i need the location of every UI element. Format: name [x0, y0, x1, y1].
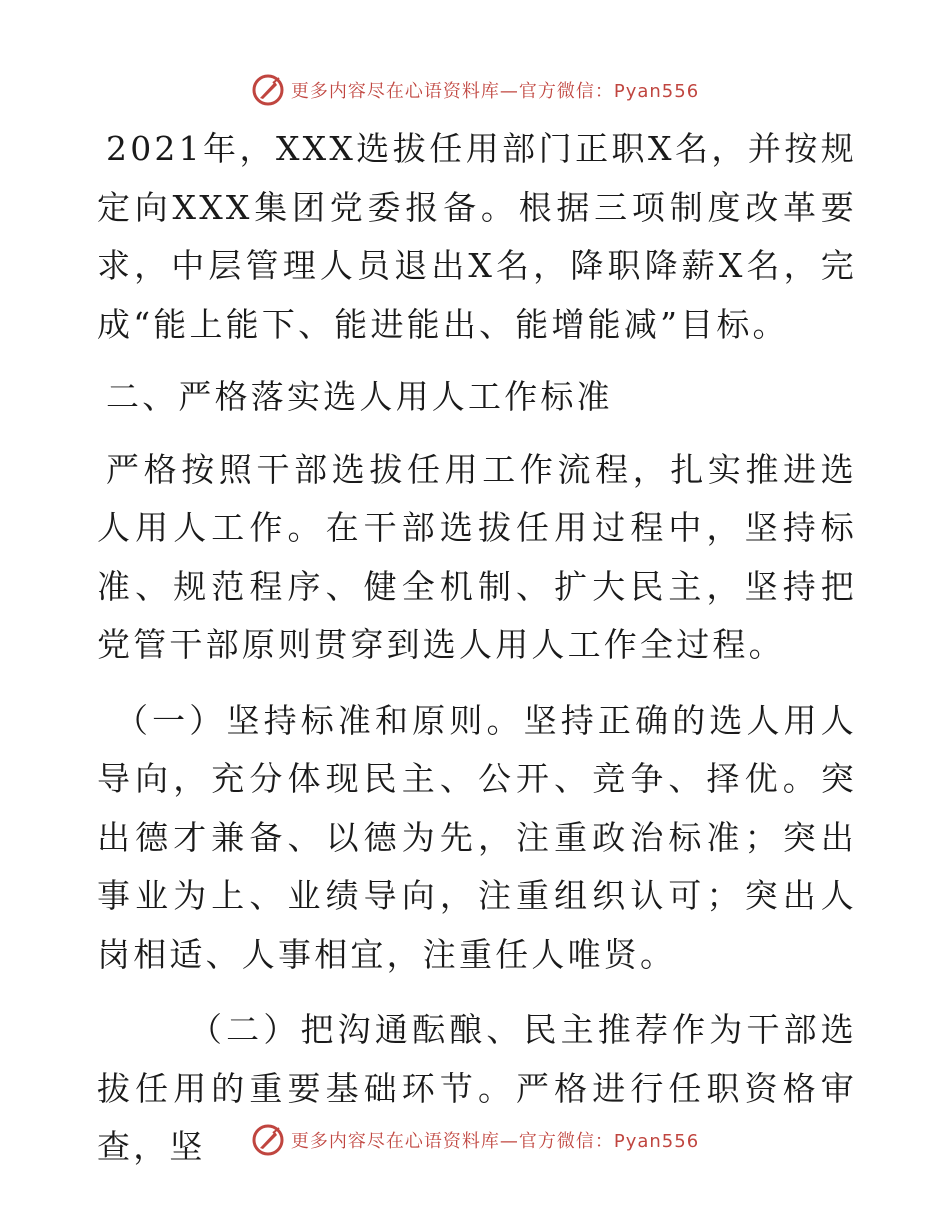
header-watermark — [0, 70, 950, 110]
feather-pen-logo-icon — [251, 73, 285, 107]
paragraph-consultation-recommendation: （二）把沟通酝酿、民主推荐作为干部选拔任用的重要基础环节。严格进行任职资格审查，坚 — [97, 1010, 857, 1166]
paragraph-selection-process: 严格按照干部选拔任用工作流程，扎实推进选人用人工作。在干部选拔任用过程中，坚持标准、规范程序、健全机制、扩大民主，坚持把党管干部原则贯穿到选人用人工作全过程。 — [97, 449, 857, 664]
footer-watermark — [0, 1120, 950, 1160]
watermark-text: 更多内容尽在心语资料库—官方微信：Pyan556 — [290, 1131, 700, 1152]
watermark-text: 更多内容尽在心语资料库—官方微信：Pyan556 — [290, 81, 700, 102]
document-body — [97, 120, 857, 1177]
section-heading-2: 二、严格落实选人用人工作标准 — [106, 377, 613, 416]
paragraph-appointment-summary: 2021年，XXX选拔任用部门正职X名，并按规定向XXX集团党委报备。根据三项制度改革要求，中层管理人员退出X名，降职降薪X名，完成“能上能下、能进能出、能增能减”目标。 — [97, 129, 857, 344]
feather-pen-logo-icon — [251, 1123, 285, 1157]
paragraph-standards-principles: （一）坚持标准和原则。坚持正确的选人用人导向，充分体现民主、公开、竞争、择优。突出德才兼备、以德为先，注重政治标准；突出事业为上、业绩导向，注重组织认可；突出人岗相适、人事相宜，注重任人唯贤。 — [97, 700, 857, 974]
